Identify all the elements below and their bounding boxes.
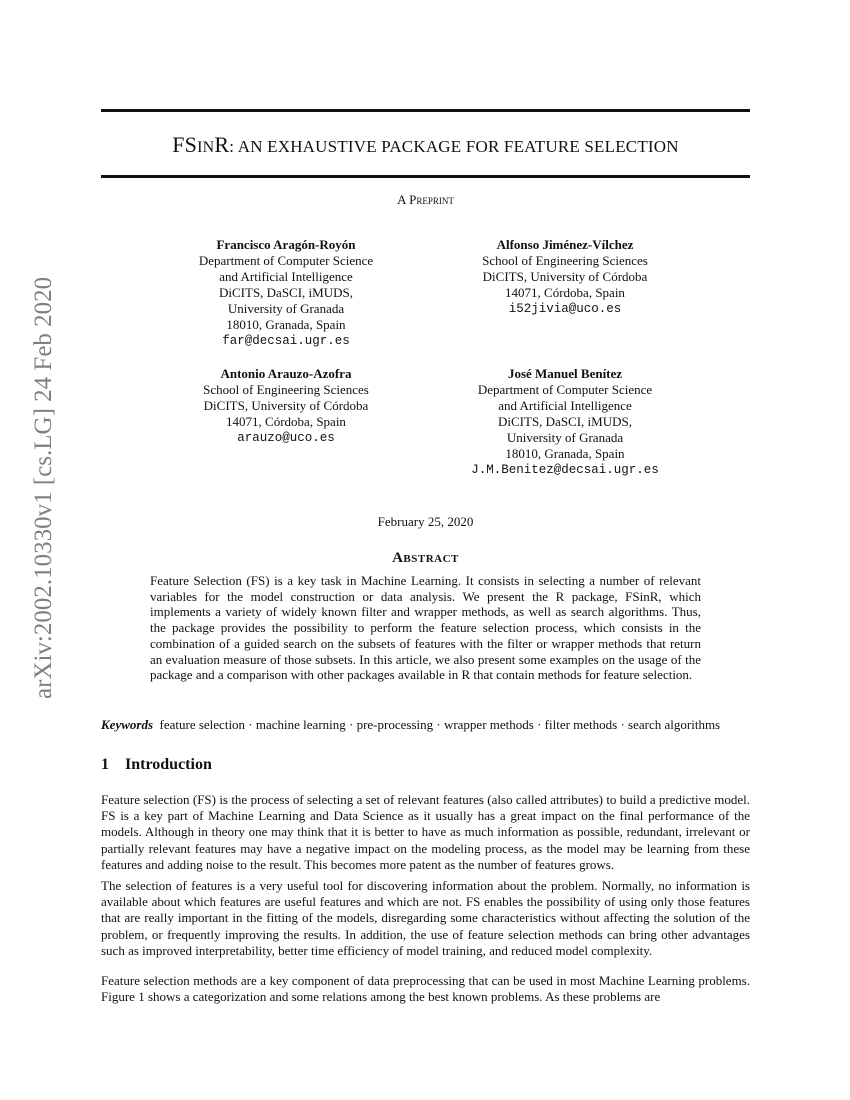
- author-affiliation-line: and Artificial Intelligence: [498, 398, 632, 413]
- author-affiliation-line: 14071, Córdoba, Spain: [226, 414, 346, 429]
- section-title: Introduction: [125, 756, 212, 773]
- keywords-list: feature selection · machine learning · pre-processing · wrapper methods · filter methods · search algorithms: [159, 717, 721, 732]
- preprint-label: A Preprint: [397, 192, 454, 207]
- title-prefix: FS: [172, 132, 198, 157]
- author-affiliation-line: DiCITS, University of Córdoba: [482, 269, 648, 284]
- author-name: Antonio Arauzo-Azofra: [220, 366, 352, 381]
- title-rule-bottom: [101, 175, 750, 178]
- paper-date: February 25, 2020: [377, 514, 474, 529]
- abstract-heading: Abstract: [392, 550, 459, 566]
- author-affiliation-line: University of Granada: [506, 430, 624, 445]
- author-email[interactable]: far@decsai.ugr.es: [222, 334, 350, 348]
- section-number: 1: [101, 756, 109, 773]
- author-email[interactable]: arauzo@uco.es: [237, 431, 335, 445]
- author-affiliation-line: School of Engineering Sciences: [482, 253, 648, 268]
- author-affiliation-line: Department of Computer Science: [477, 382, 653, 397]
- author-affiliation-line: 18010, Granada, Spain: [226, 317, 346, 332]
- arxiv-stamp: arXiv:2002.10330v1 [cs.LG] 24 Feb 2020: [30, 276, 57, 699]
- author-affiliation-line: University of Granada: [227, 301, 345, 316]
- author-affiliation-line: DiCITS, DaSCI, iMUDS,: [219, 285, 353, 300]
- author-email[interactable]: J.M.Benitez@decsai.ugr.es: [471, 463, 659, 477]
- abstract-text: Feature Selection (FS) is a key task in Machine Learning. It consists in selecting a number of relevant variables for the model construction or data analysis. We present the R package, FSinR, which implements a variety of widely known filter and wrapper methods, as well as search algorithms. Thus, the package provides the possibility to perform the feature selection process, which consists in the combination of a guided search on the subsets of features with the filter or wrapper methods that return an evaluation measure of those subsets. In this article, we also present some examples on the usage of the package and a comparison with other packages available in R that contain methods for feature selection.: [150, 573, 701, 683]
- author-affiliation-line: and Artificial Intelligence: [219, 269, 353, 284]
- author-block: [166, 366, 406, 446]
- author-name: Francisco Aragón-Royón: [216, 237, 356, 252]
- author-affiliation-line: DiCITS, University of Córdoba: [203, 398, 369, 413]
- author-block: [445, 237, 685, 317]
- intro-paragraph: Feature selection (FS) is the process of selecting a set of relevant features (also called attributes) to build a predictive model. FS is a key part of Machine Learning and Data Science as it usually has a great impact on the final performance of the models. Although in theory one may think that it is better to have as much information as possible, redundant, irrelevant or partially relevant features may have a negative impact on the modeling process, as the model may be learning from these features and adding noise to the result. This becomes more patent as the number of features grows.: [101, 792, 750, 872]
- author-affiliation-line: School of Engineering Sciences: [203, 382, 369, 397]
- keywords-line: [101, 717, 761, 733]
- author-affiliation-line: 18010, Granada, Spain: [505, 446, 625, 461]
- author-affiliation-line: Department of Computer Science: [198, 253, 374, 268]
- title-prefix-end: R: [214, 132, 230, 157]
- author-block: [445, 366, 685, 478]
- author-email[interactable]: i52jivia@uco.es: [508, 302, 622, 316]
- author-affiliation-line: DiCITS, DaSCI, iMUDS,: [498, 414, 632, 429]
- intro-paragraph: Feature selection methods are a key component of data preprocessing that can be used in most Machine Learning problems. Figure 1 shows a categorization and some relations among the best known problems. As these problems are: [101, 973, 750, 1005]
- author-name: José Manuel Benítez: [507, 366, 623, 381]
- author-block: [166, 237, 406, 349]
- title-rest: : AN EXHAUSTIVE PACKAGE FOR FEATURE SELECTION: [229, 137, 679, 156]
- author-affiliation-line: 14071, Córdoba, Spain: [505, 285, 625, 300]
- title-prefix-small: IN: [197, 139, 215, 156]
- author-name: Alfonso Jiménez-Vílchez: [496, 237, 634, 252]
- title-rule-top: [101, 109, 750, 112]
- intro-paragraph: The selection of features is a very useful tool for discovering information about the problem. Normally, no information is available about which features are useful features and which are not. FS enables the possibility of using only those features that are really important in the fitting of the models, disregarding some characteristics without affecting the solution of the problem, or frequently improving the results. In addition, the use of feature selection methods can bring other advantages such as improved interpretability, better time efficiency of model training, and reduced model complexity.: [101, 878, 750, 958]
- keywords-label: Keywords: [101, 717, 154, 732]
- section-heading: [101, 756, 212, 774]
- paper-title: [101, 132, 750, 158]
